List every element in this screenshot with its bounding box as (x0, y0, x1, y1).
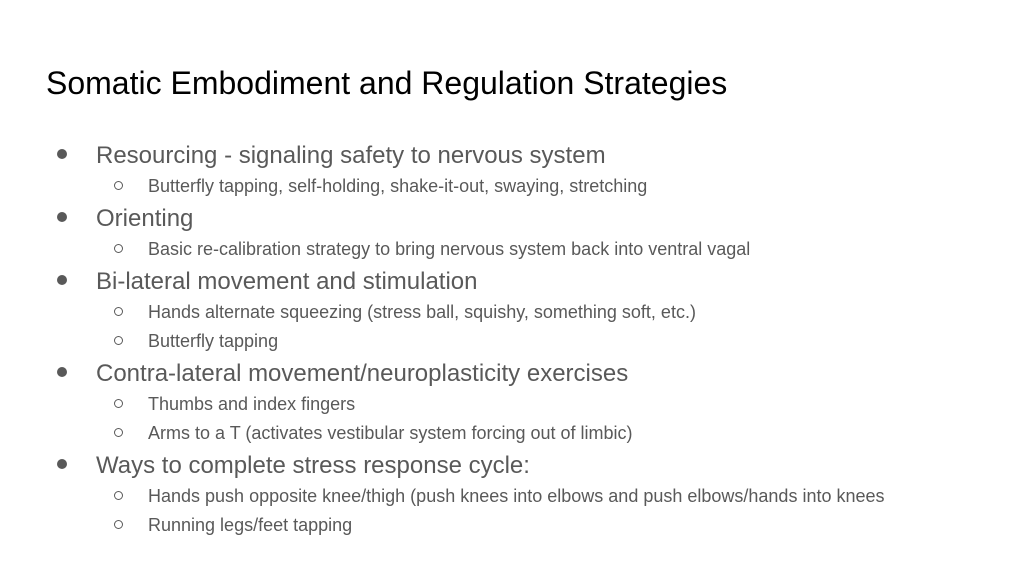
hollow-circle-icon (114, 428, 123, 437)
sub-bullet-text: Arms to a T (activates vestibular system forcing out of limbic) (148, 423, 633, 443)
bullet-dot-icon (57, 275, 67, 285)
bullet-dot-icon (57, 459, 67, 469)
sub-bullet-text: Thumbs and index fingers (148, 394, 356, 414)
sub-bullet-text: Butterfly tapping (148, 331, 279, 351)
sub-bullet-item (0, 511, 1024, 540)
bullet-group-orienting (0, 203, 1024, 264)
hollow-circle-icon (114, 307, 123, 316)
sub-bullet-text: Butterfly tapping, self-holding, shake-it-out, swaying, stretching (148, 176, 648, 196)
bullet-text: Resourcing - signaling safety to nervous system (96, 142, 606, 169)
bullet-item (0, 203, 1024, 235)
bullet-list (0, 140, 1024, 542)
sub-bullet-item (0, 235, 1024, 264)
sub-bullet-text: Basic re-calibration strategy to bring nervous system back into ventral vagal (148, 239, 751, 259)
hollow-circle-icon (114, 520, 123, 529)
bullet-group-stress-cycle (0, 450, 1024, 540)
sub-bullet-item (0, 390, 1024, 419)
hollow-circle-icon (114, 336, 123, 345)
hollow-circle-icon (114, 399, 123, 408)
bullet-group-contralateral (0, 358, 1024, 448)
slide-title: Somatic Embodiment and Regulation Strategies (46, 65, 728, 101)
bullet-group-bilateral (0, 266, 1024, 356)
bullet-dot-icon (57, 149, 67, 159)
bullet-item (0, 140, 1024, 172)
bullet-text: Ways to complete stress response cycle: (96, 452, 530, 479)
bullet-item (0, 358, 1024, 390)
bullet-dot-icon (57, 367, 67, 377)
hollow-circle-icon (114, 491, 123, 500)
bullet-item (0, 266, 1024, 298)
hollow-circle-icon (114, 244, 123, 253)
bullet-text: Bi-lateral movement and stimulation (96, 268, 478, 295)
bullet-text: Orienting (96, 205, 194, 232)
bullet-dot-icon (57, 212, 67, 222)
sub-bullet-item (0, 419, 1024, 448)
bullet-item (0, 450, 1024, 482)
sub-bullet-item (0, 482, 1024, 511)
sub-bullet-item (0, 298, 1024, 327)
sub-bullet-text: Hands push opposite knee/thigh (push knees into elbows and push elbows/hands into knees (148, 486, 885, 506)
hollow-circle-icon (114, 181, 123, 190)
bullet-text: Contra-lateral movement/neuroplasticity exercises (96, 360, 629, 387)
bullet-group-resourcing (0, 140, 1024, 201)
sub-bullet-item (0, 327, 1024, 356)
sub-bullet-text: Hands alternate squeezing (stress ball, squishy, something soft, etc.) (148, 302, 696, 322)
sub-bullet-text: Running legs/feet tapping (148, 515, 353, 535)
sub-bullet-item (0, 172, 1024, 201)
